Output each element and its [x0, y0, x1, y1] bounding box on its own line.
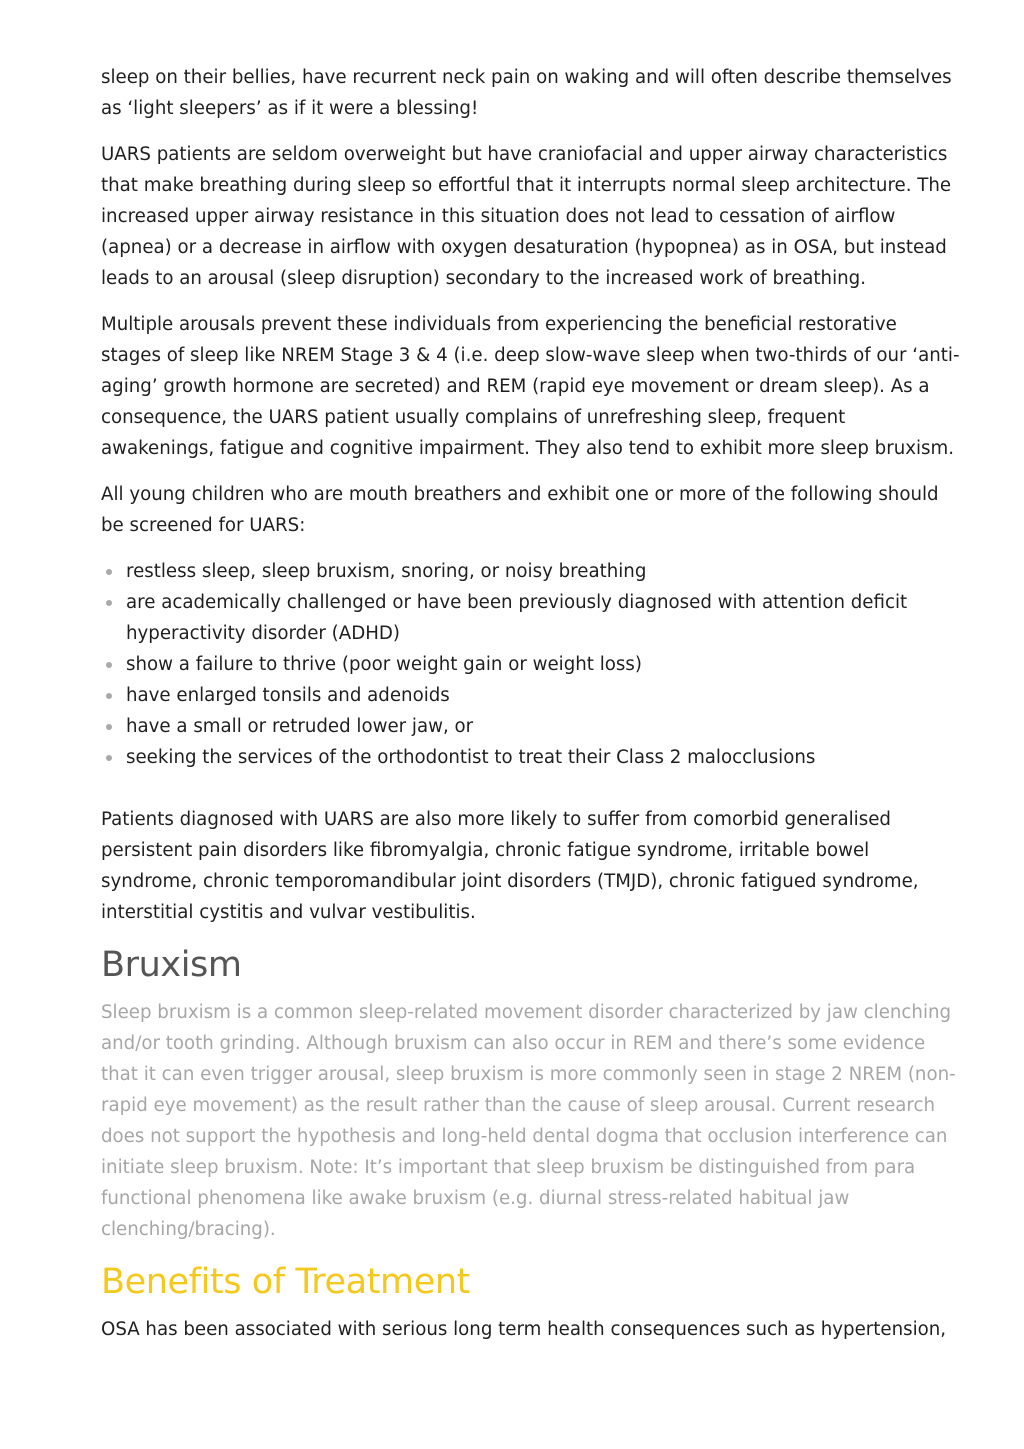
article-body: [101, 62, 961, 1360]
list-item-text: restless sleep, sleep bruxism, snoring, or noisy breathing: [126, 561, 647, 582]
list-item: [101, 680, 961, 711]
benefits-paragraph: OSA has been associated with serious long term health consequences such as hypertension,: [101, 1319, 947, 1340]
paragraph-light-sleepers: sleep on their bellies, have recurrent neck pain on waking and will often describe themselves as ‘light sleepers’ as if it were a blessing!: [101, 67, 952, 119]
bullet-icon: [106, 662, 112, 668]
bullet-icon: [106, 569, 112, 575]
paragraph-uars-patients: UARS patients are seldom overweight but have craniofacial and upper airway characteristics that make breathing during sleep so effortful that it interrupts normal sleep architecture. The increased upper airway resistance in this situation does not lead to cessation of airflow (apnea) or a decrease in airflow with oxygen desaturation (hypopnea) as in OSA, but instead leads to an arousal (sleep disruption) secondary to the increased work of breathing.: [101, 144, 952, 289]
list-item-text: seeking the services of the orthodontist to treat their Class 2 malocclusions: [126, 747, 816, 768]
list-item-text: have a small or retruded lower jaw, or: [126, 716, 474, 737]
list-item: [101, 587, 961, 649]
bruxism-heading: Bruxism: [101, 945, 242, 985]
bruxism-paragraph: Sleep bruxism is a common sleep-related movement disorder characterized by jaw clenching and/or tooth grinding. Although bruxism can also occur in REM and there’s some evidence that it can even trigger arousal, sleep bruxism is more commonly seen in stage 2 NREM (non-rapid eye movement) as the result rather than the cause of sleep arousal. Current research does not support the hypothesis and long-held dental dogma that occlusion interference can initiate sleep bruxism. Note: It’s important that sleep bruxism be distinguished from para functional phenomena like awake bruxism (e.g. diurnal stress-related habitual jaw clenching/bracing).: [101, 1002, 956, 1240]
list-item: [101, 649, 961, 680]
paragraph-multiple-arousals: Multiple arousals prevent these individuals from experiencing the beneficial restorative stages of sleep like NREM Stage 3 & 4 (i.e. deep slow-wave sleep when two-thirds of our ‘anti-aging’ growth hormone are secreted) and REM (rapid eye movement or dream sleep). As a consequence, the UARS patient usually complains of unrefreshing sleep, frequent awakenings, fatigue and cognitive impairment. They also tend to exhibit more sleep bruxism.: [101, 314, 960, 459]
list-item: [101, 556, 961, 587]
paragraph-screening-intro: All young children who are mouth breathers and exhibit one or more of the following should be screened for UARS:: [101, 484, 939, 536]
bullet-icon: [106, 600, 112, 606]
bullet-icon: [106, 755, 112, 761]
list-item: [101, 711, 961, 742]
list-item: [101, 742, 961, 773]
bullet-icon: [106, 693, 112, 699]
list-item-text: show a failure to thrive (poor weight gain or weight loss): [126, 654, 642, 675]
list-item-text: are academically challenged or have been previously diagnosed with attention deficit hyperactivity disorder (ADHD): [126, 592, 908, 644]
paragraph-comorbid-pain: Patients diagnosed with UARS are also more likely to suffer from comorbid generalised persistent pain disorders like fibromyalgia, chronic fatigue syndrome, irritable bowel syndrome, chronic temporomandibular joint disorders (TMJD), chronic fatigued syndrome, interstitial cystitis and vulvar vestibulitis.: [101, 809, 919, 923]
bullet-icon: [106, 724, 112, 730]
screening-list: [101, 556, 961, 773]
benefits-heading: Benefits of Treatment: [101, 1262, 470, 1302]
list-item-text: have enlarged tonsils and adenoids: [126, 685, 450, 706]
